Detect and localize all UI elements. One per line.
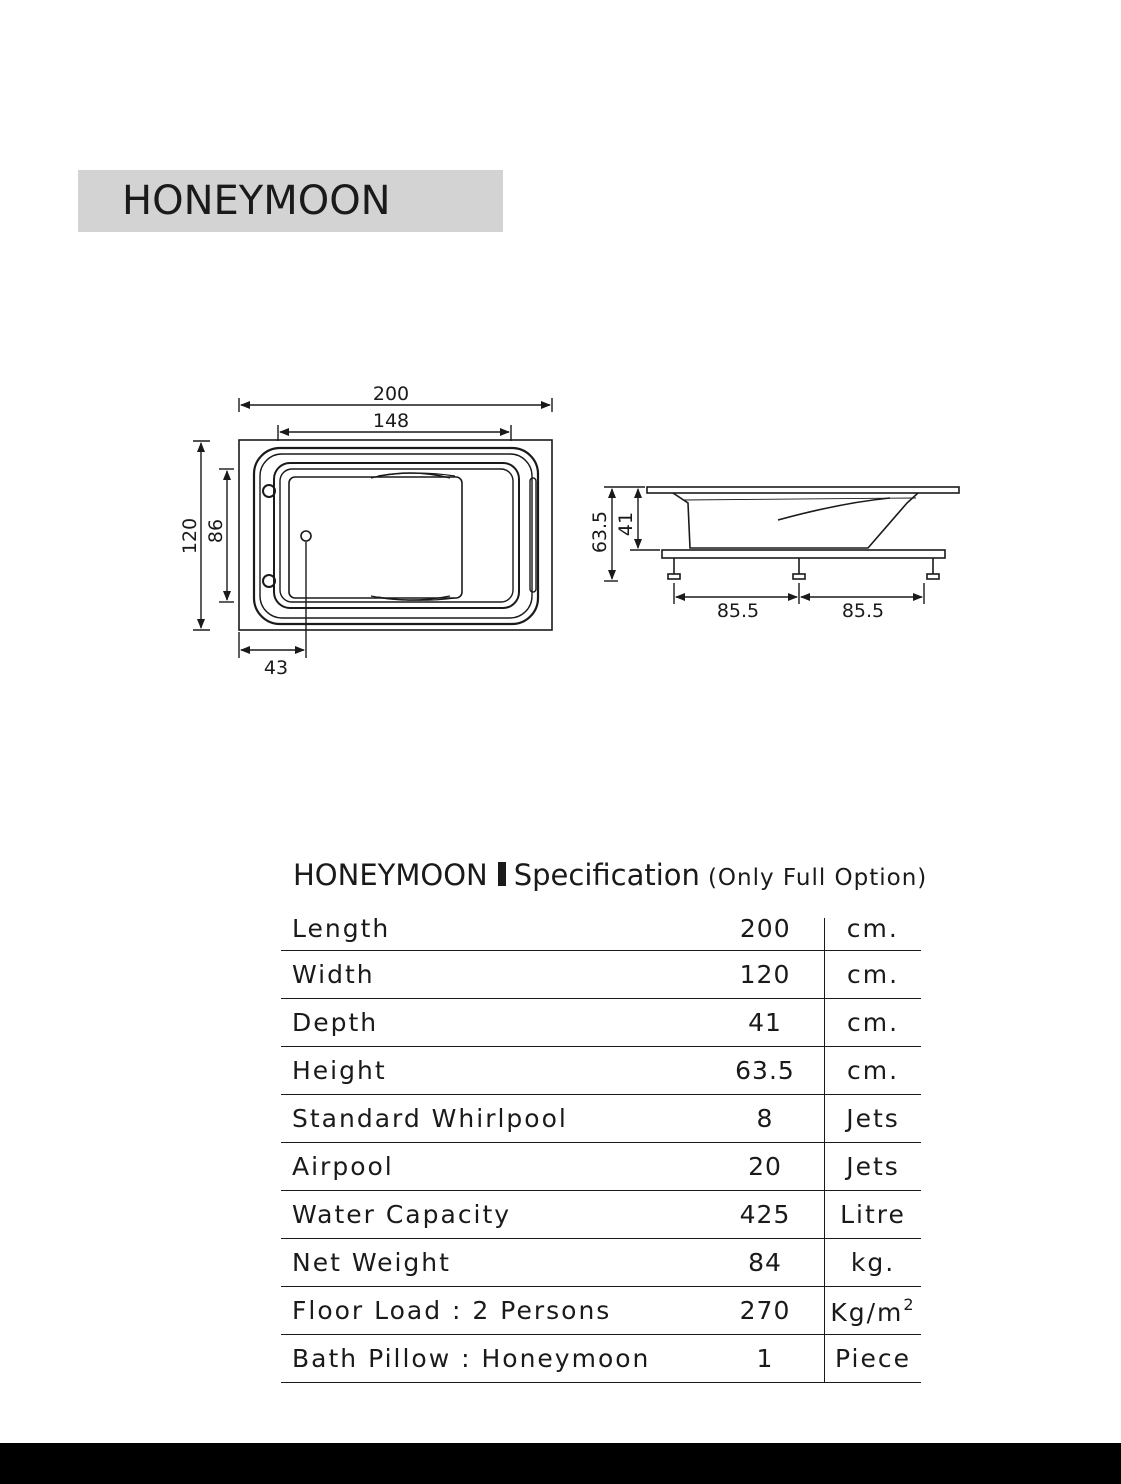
spec-unit-text: cm. [846,960,900,989]
spec-unit-text: kg. [850,1248,896,1277]
spec-heading [293,858,927,892]
spec-label: Height [281,1047,706,1095]
spec-value: 270 [706,1287,825,1335]
spec-unit [825,1191,922,1239]
dim-overall-width: 120 [179,517,201,555]
spec-row [281,1095,921,1143]
spec-value: 63.5 [706,1047,825,1095]
spec-unit-text: cm. [846,1008,900,1037]
spec-row [281,951,921,999]
spec-heading-note: (Only Full Option) [707,865,928,891]
side-view [647,487,959,579]
footer-bar [0,1443,1121,1484]
spec-value: 120 [706,951,825,999]
spec-unit-text: Litre [840,1200,906,1229]
spec-value: 1 [706,1335,825,1383]
spec-row [281,1143,921,1191]
spec-unit-text: Piece [835,1344,911,1373]
spec-heading-model: HONEYMOON [293,858,488,892]
top-view-dimensions [193,398,552,658]
dim-left-span: 85.5 [716,600,760,622]
spec-unit [825,1287,922,1335]
dim-right-span: 85.5 [841,600,885,622]
spec-label: Bath Pillow : Honeymoon [281,1335,706,1383]
spec-unit [825,951,922,999]
spec-unit-text: cm. [846,913,899,943]
spec-unit-text: cm. [846,1056,900,1085]
dim-depth: 41 [615,511,637,537]
spec-row [281,1191,921,1239]
spec-unit-text: Jets [846,1104,900,1133]
spec-value: 8 [706,1095,825,1143]
spec-value: 20 [706,1143,825,1191]
spec-unit [825,1047,922,1095]
spec-label: Net Weight [281,1239,706,1287]
spec-row [281,1287,921,1335]
spec-row [281,1335,921,1383]
spec-row [281,1239,921,1287]
spec-label: Width [281,951,706,999]
spec-table [281,906,921,1383]
dim-total-height: 63.5 [589,510,611,554]
spec-value: 84 [706,1239,825,1287]
dim-overall-length: 200 [372,383,410,405]
side-view-dimensions [604,487,924,604]
spec-row [281,1047,921,1095]
spec-unit [825,1143,922,1191]
spec-unit [825,1335,922,1383]
spec-unit-text: Jets [846,1152,900,1181]
dim-inner-length: 148 [372,410,410,432]
spec-row [281,906,921,951]
spec-value: 41 [706,999,825,1047]
page-title: HONEYMOON [122,178,391,224]
dim-inner-width: 86 [205,518,227,544]
spec-label: Standard Whirlpool [281,1095,706,1143]
heading-divider-bar [498,862,506,886]
top-view [239,440,552,630]
spec-value: 200 [706,906,825,951]
spec-unit [825,999,922,1047]
spec-unit-text: Kg/m [830,1297,904,1327]
dim-drain-offset: 43 [263,657,289,679]
spec-unit [825,1095,922,1143]
spec-unit [825,1239,922,1287]
spec-value: 425 [706,1191,825,1239]
spec-unit [825,906,922,951]
spec-label: Airpool [281,1143,706,1191]
spec-label: Water Capacity [281,1191,706,1239]
spec-label: Floor Load : 2 Persons [281,1287,706,1335]
spec-heading-suffix: Specification [513,858,700,892]
spec-unit-superscript: 2 [903,1294,916,1314]
spec-label: Length [281,906,706,951]
spec-label: Depth [281,999,706,1047]
spec-row [281,999,921,1047]
